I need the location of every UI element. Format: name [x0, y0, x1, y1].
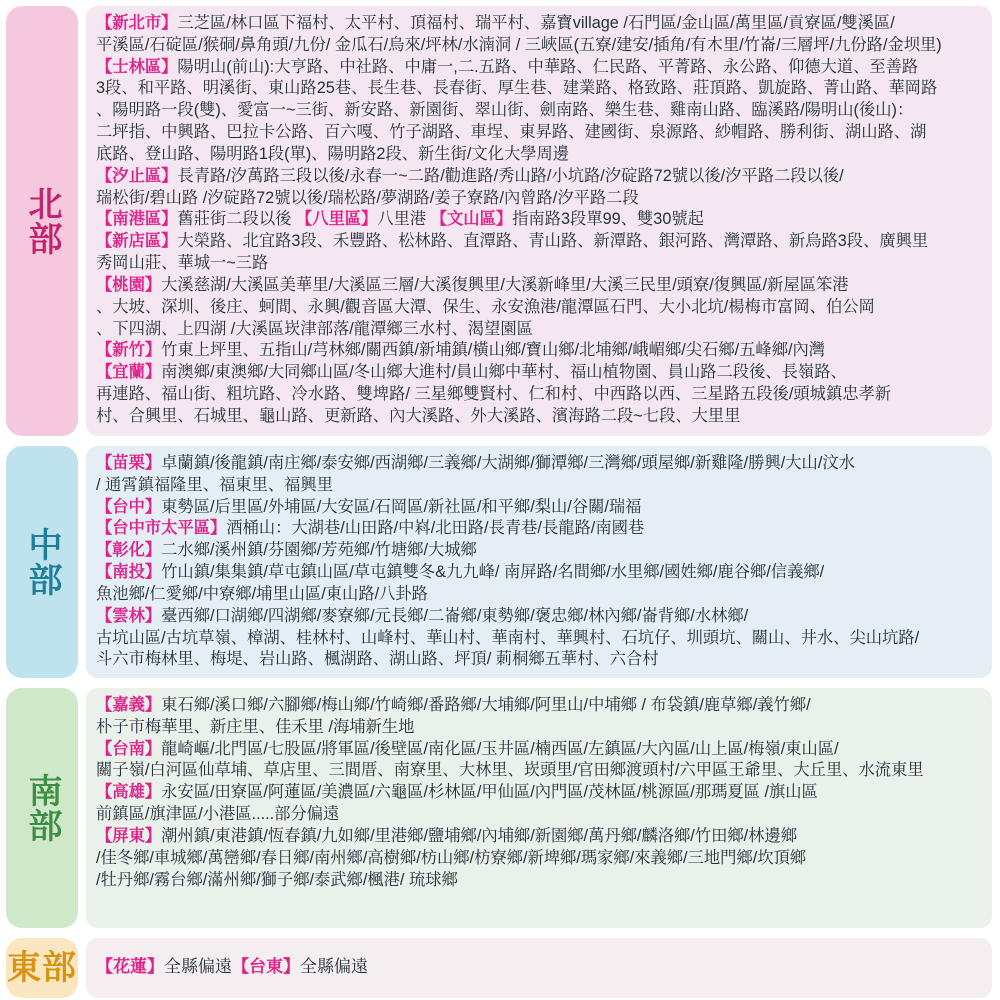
area-line — [96, 518, 982, 540]
area-line — [96, 848, 982, 870]
region-body-south — [86, 688, 992, 928]
area-text: 東勢區/后里區/外埔區/大安區/石岡區/新社區/和平鄉/梨山/谷關/瑞福 — [161, 497, 642, 516]
area-line — [96, 340, 982, 362]
area-line — [96, 739, 982, 761]
area-line — [96, 453, 982, 475]
city-tag: 【台南】 — [96, 739, 162, 758]
area-line — [96, 209, 982, 231]
city-tag: 【高雄】 — [96, 783, 162, 802]
area-line — [96, 717, 982, 739]
area-text: / 通霄鎮福隆里、福東里、福興里 — [96, 475, 333, 494]
area-text: 竹東上坪里、五指山/芎林鄉/關西鎮/新埔鎮/橫山鄉/寶山鄉/北埔鄉/峨嵋鄉/尖石鄉/五峰鄉/內灣 — [161, 341, 826, 360]
area-text: 二水鄉/溪州鎮/芬園鄉/芳苑鄉/竹塘鄉/大城鄉 — [161, 541, 477, 560]
area-text: 八里港 — [377, 210, 431, 229]
region-tab-south-label: 南部 — [23, 773, 62, 843]
area-line — [96, 144, 982, 166]
area-text: 3段、和平路、明溪街、東山路25巷、長生巷、長春街、厚生巷、建業路、格致路、莊頂路、凱旋路、菁山路、華岡路 — [96, 79, 938, 98]
area-text: /牡丹鄉/霧台鄉/滿州鄉/獅子鄉/泰武鄉/楓港/ 琉球鄉 — [96, 870, 458, 889]
region-body-north — [86, 6, 992, 436]
city-tag: 【文山區】 — [430, 210, 513, 229]
city-tag: 【台中市太平區】 — [96, 519, 227, 538]
area-text: 臺西鄉/口湖鄉/四湖鄉/麥寮鄉/元長鄉/二崙鄉/東勢鄉/褒忠鄉/林內鄉/崙背鄉/水林鄉/ — [161, 606, 749, 625]
area-line — [96, 497, 982, 519]
area-text: 永安區/田寮區/阿蓮區/美濃區/六龜區/杉林區/甲仙區/內門區/茂林區/桃源區/那瑪夏區 /旗山區 — [161, 783, 818, 802]
area-text: 指南路3段單99、雙30號起 — [512, 210, 704, 229]
area-line — [96, 826, 982, 848]
city-tag: 【台中】 — [96, 497, 162, 516]
area-text: 朴子市梅華里、新庄里、佳禾里 /海埔新生地 — [96, 717, 415, 736]
area-text: 舊莊街二段以後 — [177, 210, 296, 229]
city-tag: 【台東】 — [232, 957, 300, 977]
area-line — [96, 362, 982, 384]
area-text: 大榮路、北宜路3段、禾豐路、松林路、直潭路、青山路、新潭路、銀河路、灣潭路、新烏路3段、廣興里 — [177, 232, 929, 251]
city-tag: 【士林區】 — [96, 57, 178, 76]
area-text: 二坪指、中興路、巴拉卡公路、百六嘎、竹子湖路、車埕、東昇路、建國街、泉源路、紗帽路、勝利街、湖山路、湖 — [96, 123, 927, 142]
area-line — [96, 166, 982, 188]
region-body-east — [86, 938, 992, 998]
region-tab-east-label: 東部 — [7, 948, 77, 987]
area-text: 底路、登山路、陽明路1段(單)、陽明路2段、新生街/文化大學周邊 — [96, 144, 570, 163]
area-line — [96, 122, 982, 144]
area-text: 魚池鄉/仁愛鄉/中寮鄉/埔里山區/東山路/八卦路 — [96, 584, 428, 603]
area-line — [96, 760, 982, 782]
region-tab-north — [6, 6, 78, 436]
area-text: 長青路/汐萬路三段以後/永春一~二路/勸進路/秀山路/小坑路/汐碇路72號以後/汐平路二段以後/ — [177, 166, 844, 185]
area-text: 前鎮區/旗津區/小港區.....部分偏遠 — [96, 805, 340, 824]
area-line — [96, 406, 982, 428]
area-text: 瑞松街/碧山路 /汐碇路72號以後/瑞松路/夢湖路/姜子寮路/內曾路/汐平路二段 — [96, 188, 639, 207]
area-line — [96, 275, 982, 297]
city-tag: 【宜蘭】 — [96, 363, 162, 382]
city-tag: 【新竹】 — [96, 341, 162, 360]
region-tab-central-label: 中部 — [23, 527, 62, 597]
city-tag: 【屏東】 — [96, 826, 162, 845]
area-line — [96, 475, 982, 497]
area-text: 古坑山區/古坑草嶺、樟湖、桂林村、山峰村、華山村、華南村、華興村、石坑仔、圳頭坑、關山、井水、尖山坑路/ — [96, 628, 920, 647]
region-south — [6, 688, 992, 928]
area-line — [96, 804, 982, 826]
region-tab-central — [6, 446, 78, 678]
region-tab-south — [6, 688, 78, 928]
area-line — [96, 231, 982, 253]
area-line — [96, 100, 982, 122]
area-text: 龍崎嶇/北門區/七股區/將軍區/後壁區/南化區/玉井區/楠西區/左鎮區/大內區/山上區/梅嶺/東山區/ — [161, 739, 839, 758]
area-line — [96, 384, 982, 406]
area-text: 、陽明路一段(雙)、愛富一~三街、新安路、新園街、翠山街、劍南路、樂生巷、雞南山路、臨溪路/陽明山(後山)： — [96, 101, 914, 120]
area-text: 村、合興里、石城里、龜山路、更新路、內大溪路、外大溪路、濱海路二段~七段、大里里 — [96, 406, 741, 425]
area-line — [96, 188, 982, 210]
area-line — [96, 35, 982, 57]
area-line — [96, 782, 982, 804]
area-line — [96, 584, 982, 606]
area-line — [96, 540, 982, 562]
area-text: 關子嶺/白河區仙草埔、草店里、三間厝、南寮里、大林里、崁頭里/官田鄉渡頭村/六甲區王爺里、大丘里、水流東里 — [96, 761, 924, 780]
area-text: 、大坡、深圳、後庄、蚵間、永興/觀音區大潭、保生、永安漁港/龍潭區石門、大小北坑/楊梅市富岡、伯公岡 — [96, 297, 875, 316]
area-line — [96, 956, 368, 979]
city-tag: 【八里區】 — [295, 210, 378, 229]
area-text: 大溪慈湖/大溪區美華里/大溪區三層/大溪復興里/大溪新峰里/大溪三民里/頭寮/復興區/新屋區笨港 — [161, 275, 849, 294]
region-central — [6, 446, 992, 678]
area-line — [96, 695, 982, 717]
area-text: 全縣偏遠 — [164, 957, 232, 977]
city-tag: 【汐止區】 — [96, 166, 178, 185]
area-text: 卓蘭鎮/後龍鎮/南庄鄉/泰安鄉/西湖鄉/三義鄉/大湖鄉/獅潭鄉/三灣鄉/頭屋鄉/新雞隆/勝興/大山/汶水 — [161, 454, 855, 472]
area-line — [96, 628, 982, 650]
region-tab-north-label: 北部 — [23, 186, 62, 256]
area-text: /佳冬鄉/車城鄉/萬巒鄉/春日鄉/南州鄉/高樹鄉/枋山鄉/枋寮鄉/新埤鄉/瑪家鄉/來義鄉/三地門鄉/坎頂鄉 — [96, 848, 807, 867]
area-line — [96, 13, 982, 35]
area-text: 三芝區/林口區下福村、太平村、頂福村、瑞平村、嘉寶village /石門區/金山區/萬里區/貢寮區/雙溪區/ — [177, 14, 895, 32]
area-text: 南澳鄉/東澳鄉/大同鄉山區/冬山鄉大進村/員山鄉中華村、福山植物園、員山路二段後、長嶺路、 — [161, 363, 847, 382]
area-text: 斗六市梅林里、梅堤、岩山路、楓湖路、湖山路、坪頂/ 莿桐鄉五華村、六合村 — [96, 650, 659, 669]
city-tag: 【雲林】 — [96, 606, 162, 625]
area-line — [96, 606, 982, 628]
area-line — [96, 649, 982, 671]
area-line — [96, 297, 982, 319]
city-tag: 【嘉義】 — [96, 696, 162, 714]
area-text: 潮州鎮/東港鎮/恆春鎮/九如鄉/里港鄉/鹽埔鄉/內埔鄉/新園鄉/萬丹鄉/麟洛鄉/竹田鄉/林邊鄉 — [161, 826, 798, 845]
city-tag: 【新北市】 — [96, 14, 178, 32]
region-east — [6, 938, 992, 998]
area-line — [96, 253, 982, 275]
area-text: 竹山鎮/集集鎮/草屯鎮山區/草屯鎮雙冬&九九峰/ 南屏路/名間鄉/水里鄉/國姓鄉/鹿谷鄉/信義鄉/ — [161, 563, 825, 582]
city-tag: 【南投】 — [96, 563, 162, 582]
area-line — [96, 319, 982, 341]
area-line — [96, 870, 982, 892]
area-text: 陽明山(前山):大亨路、中社路、中庸一,二.五路、中華路、仁民路、平菁路、永公路、仰德大道、至善路 — [177, 57, 919, 76]
region-tab-east — [6, 938, 78, 998]
city-tag: 【桃園】 — [96, 275, 162, 294]
area-text: 平溪區/石碇區/猴硐/鼻角頭/九份/ 金瓜石/烏來/坪林/水湳洞 / 三峽區(五寮/建安/插角/有木里/竹崙/三層坪/九份路/金坝里) — [96, 35, 942, 54]
area-text: 全縣偏遠 — [300, 957, 368, 977]
city-tag: 【新店區】 — [96, 232, 178, 251]
area-line — [96, 562, 982, 584]
area-line — [96, 78, 982, 100]
area-text: 再連路、福山街、粗坑路、冷水路、雙埤路/ 三星鄉雙賢村、仁和村、中西路以西、三星路五段後/頭城鎮忠孝新 — [96, 385, 892, 404]
area-line — [96, 57, 982, 79]
area-text: 酒桶山：大湖巷/山田路/中嵙/北田路/長青巷/長龍路/南國巷 — [226, 519, 645, 538]
area-text: 東石鄉/溪口鄉/六腳鄉/梅山鄉/竹崎鄉/番路鄉/大埔鄉/阿里山/中埔鄉 / 布袋鎮/鹿草鄉/義竹鄉/ — [161, 696, 811, 714]
region-north — [6, 6, 992, 436]
city-tag: 【苗栗】 — [96, 454, 162, 472]
area-text: 秀岡山莊、華城一~三路 — [96, 254, 269, 273]
city-tag: 【花蓮】 — [96, 957, 164, 977]
region-body-central — [86, 446, 992, 678]
city-tag: 【彰化】 — [96, 541, 162, 560]
city-tag: 【南港區】 — [96, 210, 178, 229]
area-text: 、下四湖、上四湖 /大溪區崁津部落/龍潭鄉三水村、渴望園區 — [96, 319, 533, 338]
